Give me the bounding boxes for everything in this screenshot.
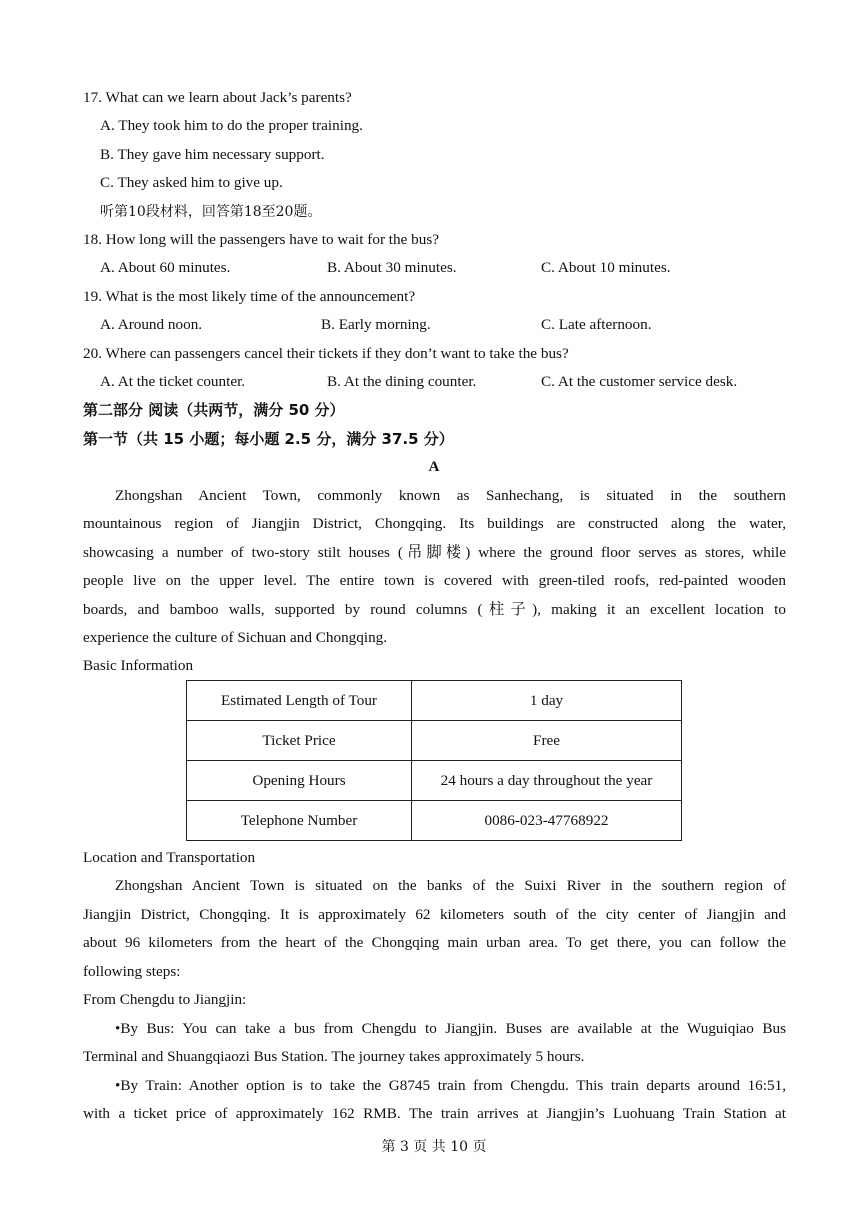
question-17-option-c: C. They asked him to give up. <box>100 174 283 191</box>
passage-intro-line-3: showcasing a number of two-story stilt houses (吊脚楼) where the ground floor serves as stores, while <box>83 544 786 561</box>
table-row <box>187 761 682 801</box>
question-20-option-b: B. At the dining counter. <box>327 373 477 390</box>
question-18-option-b: B. About 30 minutes. <box>327 259 457 276</box>
question-17-option-b: B. They gave him necessary support. <box>100 146 325 163</box>
table-cell-label: Ticket Price <box>187 721 412 761</box>
route-heading: From Chengdu to Jiangjin: <box>83 991 247 1008</box>
question-18-option-a: A. About 60 minutes. <box>100 259 231 276</box>
bus-line-2: Terminal and Shuangqiaozi Bus Station. The journey takes approximately 5 hours. <box>83 1048 585 1065</box>
table-cell-value: Free <box>412 721 682 761</box>
passage-intro-line-1: Zhongshan Ancient Town, commonly known as Sanhechang, is situated in the southern <box>115 487 786 504</box>
basic-info-heading: Basic Information <box>83 657 194 674</box>
location-line-1: Zhongshan Ancient Town is situated on the banks of the Suixi River in the southern region of <box>115 877 786 894</box>
table-row <box>187 681 682 721</box>
train-line-1: •By Train: Another option is to take the G8745 train from Chengdu. This train departs around 16:51, <box>115 1077 786 1094</box>
table-cell-value: 1 day <box>412 681 682 721</box>
part2-heading: 第二部分 阅读（共两节，满分 50 分） <box>83 401 345 419</box>
table-cell-label: Telephone Number <box>187 801 412 841</box>
table-cell-value: 24 hours a day throughout the year <box>412 761 682 801</box>
basic-info-table <box>186 680 682 841</box>
passage-intro-line-4: people live on the upper level. The entire town is covered with green-tiled roofs, red-painted wooden <box>83 572 786 589</box>
location-line-4: following steps: <box>83 963 181 980</box>
question-19-stem: 19. What is the most likely time of the announcement? <box>83 288 416 305</box>
question-19-option-a: A. Around noon. <box>100 316 203 333</box>
table-row <box>187 721 682 761</box>
passage-intro-line-5: boards, and bamboo walls, supported by round columns (柱子), making it an excellent location to <box>83 601 786 618</box>
table-cell-value: 0086-023-47768922 <box>412 801 682 841</box>
listening-instruction: 听第10段材料，回答第18至20题。 <box>100 204 322 220</box>
bus-line-1: •By Bus: You can take a bus from Chengdu to Jiangjin. Buses are available at the Wuguiqiao Bus <box>115 1020 786 1037</box>
table-cell-label: Estimated Length of Tour <box>187 681 412 721</box>
question-17-option-a: A. They took him to do the proper training. <box>100 117 363 134</box>
question-20-stem: 20. Where can passengers cancel their tickets if they don’t want to take the bus? <box>83 345 569 362</box>
train-line-2: with a ticket price of approximately 162 RMB. The train arrives at Jiangjin’s Luohuang Train Station at <box>83 1105 786 1122</box>
passage-intro-line-2: mountainous region of Jiangjin District, Chongqing. Its buildings are constructed along the water, <box>83 515 786 532</box>
location-line-2: Jiangjin District, Chongqing. It is approximately 62 kilometers south of the city center of Jiangjin and <box>83 906 786 923</box>
question-17-stem: 17. What can we learn about Jack’s parents? <box>83 89 352 106</box>
question-18-option-c: C. About 10 minutes. <box>541 259 671 276</box>
page-footer: 第 3 页 共 10 页 <box>381 1139 487 1155</box>
question-20-option-c: C. At the customer service desk. <box>541 373 738 390</box>
question-18-stem: 18. How long will the passengers have to wait for the bus? <box>83 231 439 248</box>
table-row <box>187 801 682 841</box>
table-cell-label: Opening Hours <box>187 761 412 801</box>
location-line-3: about 96 kilometers from the heart of the Chongqing main urban area. To get there, you can follow the <box>83 934 786 951</box>
passage-intro-line-6: experience the culture of Sichuan and Chongqing. <box>83 629 388 646</box>
question-19-option-c: C. Late afternoon. <box>541 316 652 333</box>
question-19-option-b: B. Early morning. <box>321 316 431 333</box>
location-heading: Location and Transportation <box>83 849 256 866</box>
question-20-option-a: A. At the ticket counter. <box>100 373 246 390</box>
section1-heading: 第一节（共 15 小题；每小题 2.5 分，满分 37.5 分） <box>83 430 454 448</box>
passage-label: A <box>428 458 440 475</box>
